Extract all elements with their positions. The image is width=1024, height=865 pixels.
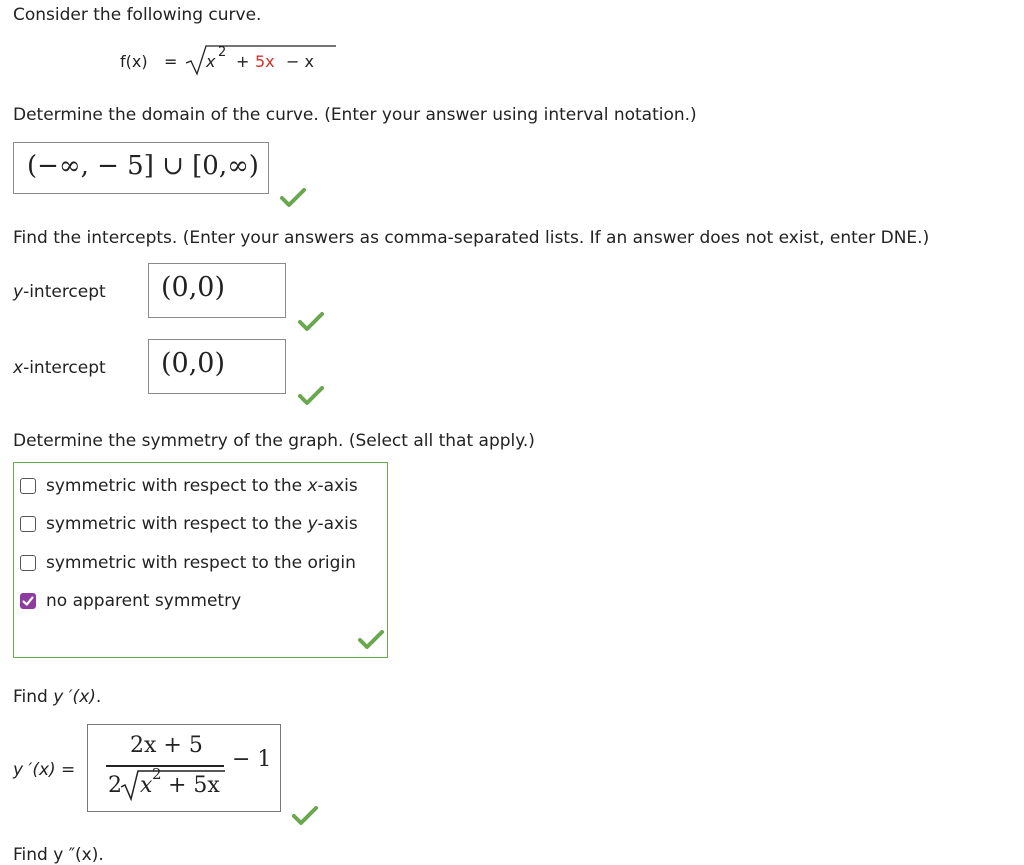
x-intercept-field[interactable] — [148, 339, 286, 394]
derivative-tail: − 1 — [232, 747, 272, 772]
y-intercept-label-rest: -intercept — [23, 282, 106, 302]
y-intercept-label-var: y — [13, 282, 24, 302]
symmetry-checkbox-none[interactable] — [20, 593, 36, 609]
radicand-plus: + — [236, 52, 250, 71]
symmetry-option-x-axis-var: x — [307, 476, 318, 496]
radicand-exponent: 2 — [218, 45, 227, 60]
domain-question: Determine the domain of the curve. (Enter your answer using interval notation.) — [13, 105, 697, 125]
symmetry-question: Determine the symmetry of the graph. (Select all that apply.) — [13, 431, 535, 451]
function-expression — [120, 45, 340, 82]
derivative-denom-x: x — [140, 773, 153, 798]
derivative-numerator: 2x + 5 — [130, 733, 203, 758]
symmetry-option-y-axis[interactable] — [46, 514, 358, 534]
symmetry-correct-check-icon — [358, 628, 384, 650]
second-derivative-question: Find y ″(x). — [13, 845, 104, 865]
y-intercept-correct-check-icon — [298, 310, 324, 332]
x-intercept-label — [13, 358, 106, 378]
domain-answer-field[interactable] — [13, 142, 269, 194]
y-intercept-value: (0,0) — [161, 272, 226, 303]
radicand-coefficient: 5x — [255, 52, 275, 71]
derivative-denom-rest: + 5x — [168, 773, 220, 798]
symmetry-option-none[interactable]: no apparent symmetry — [46, 591, 242, 611]
derivative-correct-check-icon — [292, 804, 318, 826]
function-eq: = — [164, 52, 178, 71]
symmetry-option-x-axis-pre: symmetric with respect to the — [46, 476, 308, 496]
derivative-answer-field[interactable] — [87, 724, 281, 812]
derivative-question-pre: Find — [13, 687, 54, 707]
symmetry-option-x-axis-post: -axis — [317, 476, 358, 496]
derivative-denom-coefficient: 2 — [108, 773, 122, 798]
symmetry-checkbox-y-axis[interactable] — [20, 516, 36, 532]
symmetry-checkbox-x-axis[interactable] — [20, 478, 36, 494]
derivative-label: y ′(x) = — [13, 760, 76, 780]
derivative-question-math: y ′(x) — [53, 687, 96, 707]
symmetry-option-y-axis-pre: symmetric with respect to the — [46, 514, 308, 534]
derivative-question-post: . — [95, 687, 102, 707]
symmetry-checkbox-origin[interactable] — [20, 555, 36, 571]
function-lhs: f(x) — [120, 52, 148, 71]
symmetry-option-x-axis[interactable] — [46, 476, 358, 496]
derivative-question — [13, 687, 101, 707]
symmetry-option-y-axis-var: y — [307, 514, 318, 534]
checkbox-checkmark-icon — [20, 593, 36, 609]
domain-correct-check-icon — [280, 186, 306, 208]
x-intercept-correct-check-icon — [298, 384, 324, 406]
function-tail: − x — [286, 52, 314, 71]
radicand-x: x — [206, 52, 216, 71]
symmetry-option-origin[interactable]: symmetric with respect to the origin — [46, 553, 356, 573]
derivative-denom-exponent: 2 — [152, 765, 162, 783]
symmetry-option-y-axis-post: -axis — [317, 514, 358, 534]
x-intercept-label-rest: -intercept — [23, 358, 106, 378]
symmetry-options-group — [13, 462, 388, 658]
domain-answer-value: (−∞, − 5] ∪ [0,∞) — [27, 151, 259, 181]
intercepts-question: Find the intercepts. (Enter your answers as comma-separated lists. If an answer does not exist, enter DNE.) — [13, 228, 930, 248]
y-intercept-field[interactable] — [148, 263, 286, 318]
y-intercept-label — [13, 282, 106, 302]
x-intercept-label-var: x — [13, 358, 24, 378]
intro-text: Consider the following curve. — [13, 5, 262, 25]
x-intercept-value: (0,0) — [161, 348, 226, 379]
